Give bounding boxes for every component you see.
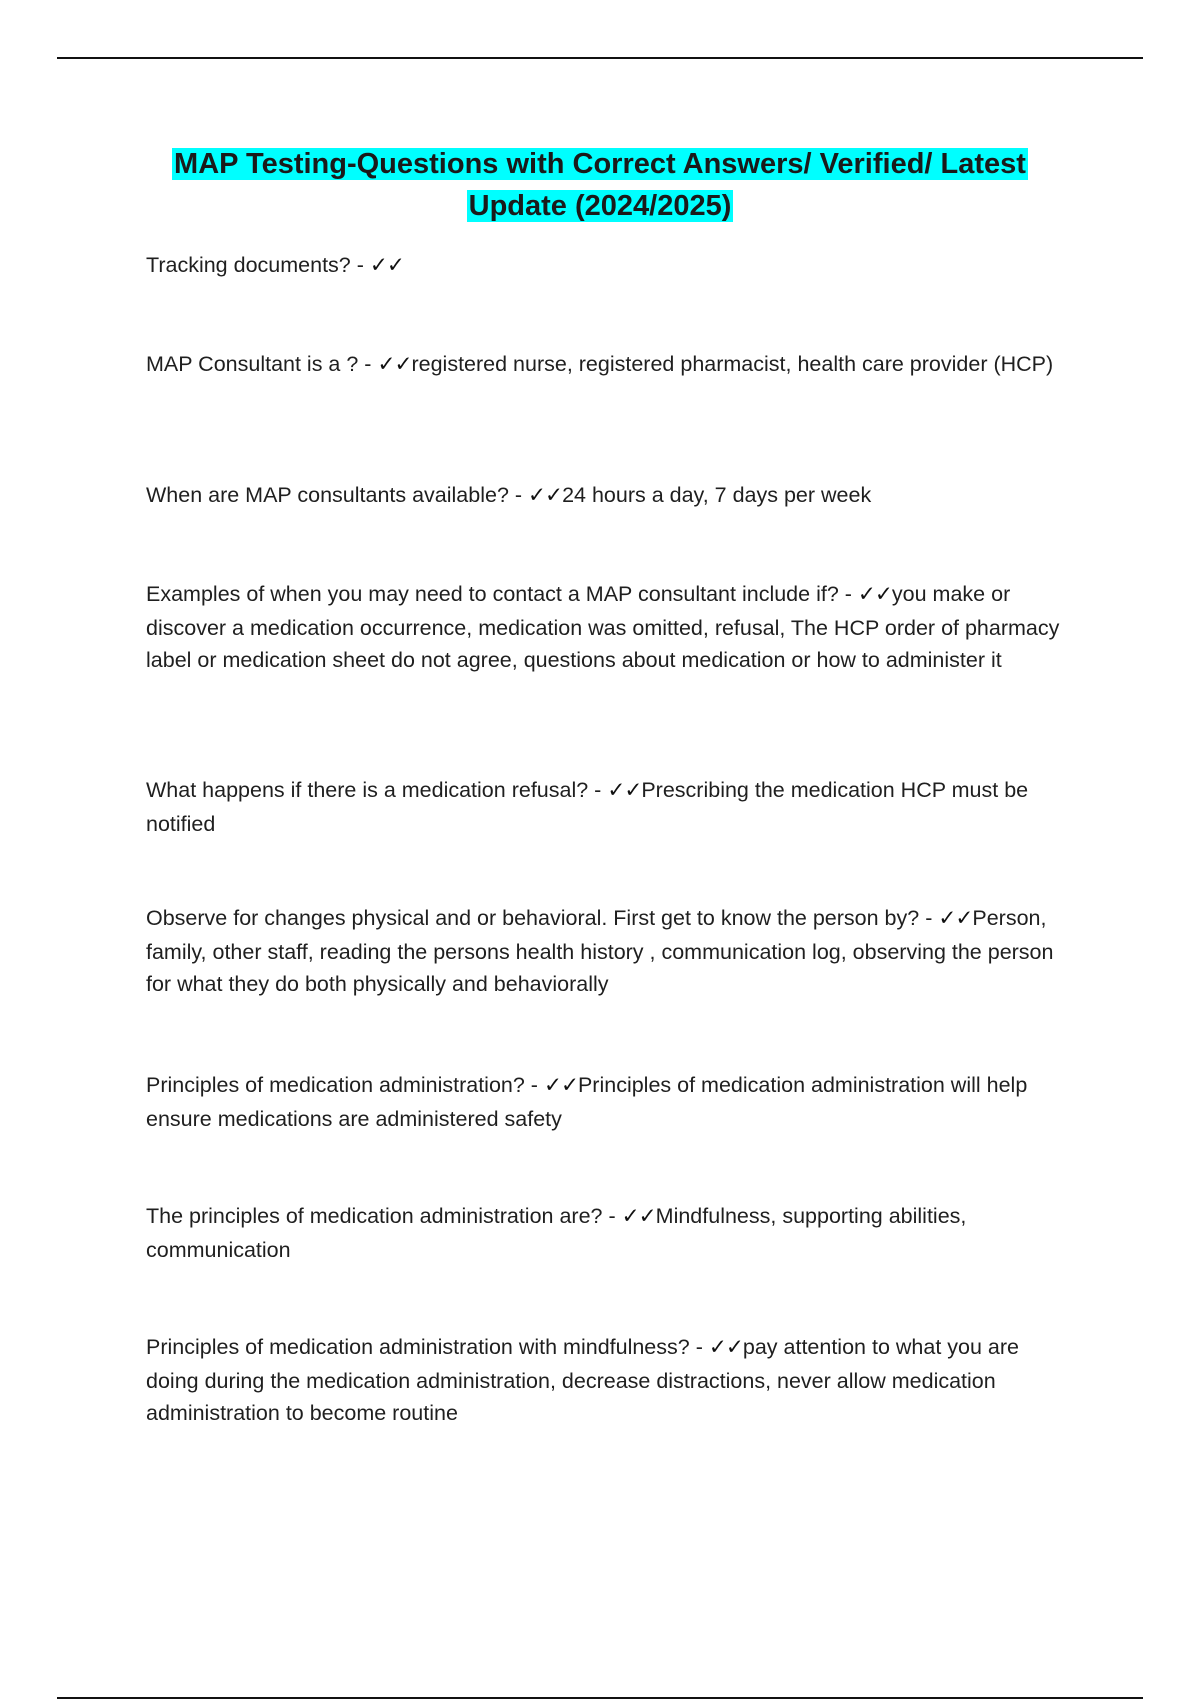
question-text: What happens if there is a medication refusal? [146,778,589,802]
question-text: Principles of medication administration with mindfulness? [146,1335,690,1359]
separator: - [350,253,370,277]
separator: - [838,582,858,606]
qa-item [146,1069,1066,1135]
double-check-icon: ✓✓ [857,582,892,607]
question-text: MAP Consultant is a ? [146,352,359,376]
question-text: Principles of medication administration? [146,1073,525,1097]
answer-text: pay attention to what you are doing during the medication administration, decrease distractions, never allow medication administration to become routine [146,1335,1019,1425]
qa-item [146,774,1066,840]
double-check-icon: ✓✓ [607,778,642,803]
double-check-icon: ✓✓ [369,253,404,278]
qa-item [146,348,1066,382]
separator: - [588,778,608,802]
qa-item [146,479,1066,513]
question-text: The principles of medication administration are? [146,1204,603,1228]
answer-text: 24 hours a day, 7 days per week [562,483,872,507]
question-text: Observe for changes physical and or behavioral. First get to know the person by? [146,906,920,930]
title-line-1: MAP Testing-Questions with Correct Answers/ Verified/ Latest [174,148,1026,180]
title-line-2: Update (2024/2025) [468,190,732,222]
separator: - [358,352,378,376]
page-top-rule [57,57,1143,59]
qa-item [146,902,1066,1001]
answer-text: Mindfulness, supporting abilities, communication [146,1204,967,1262]
qa-item [146,1200,1066,1266]
separator: - [524,1073,544,1097]
separator: - [602,1204,622,1228]
double-check-icon: ✓✓ [528,483,563,508]
double-check-icon: ✓✓ [621,1204,656,1229]
answer-text: Principles of medication administration will help ensure medications are administered safety [146,1073,1028,1131]
qa-item [146,578,1066,677]
answer-text: Person, family, other staff, reading the persons health history , communication log, observing the person for what they do both physically and behaviorally [146,906,1054,996]
double-check-icon: ✓✓ [377,352,412,377]
document-title [100,143,1100,227]
qa-item [146,1331,1066,1430]
qa-item [146,249,1066,283]
double-check-icon: ✓✓ [938,906,973,931]
separator: - [919,906,939,930]
answer-text: Prescribing the medication HCP must be notified [146,778,1029,836]
double-check-icon: ✓✓ [708,1335,743,1360]
double-check-icon: ✓✓ [543,1073,578,1098]
question-text: Tracking documents? [146,253,351,277]
question-text: Examples of when you may need to contact a MAP consultant include if? [146,582,839,606]
answer-text: registered nurse, registered pharmacist, health care provider (HCP) [411,352,1054,376]
page-bottom-rule [57,1697,1143,1699]
answer-text: you make or discover a medication occurrence, medication was omitted, refusal, The HCP order of pharmacy label or medication sheet do not agree, questions about medication or how to administer it [146,582,1060,672]
separator: - [689,1335,709,1359]
separator: - [508,483,529,507]
question-text: When are MAP consultants available? [146,483,509,507]
